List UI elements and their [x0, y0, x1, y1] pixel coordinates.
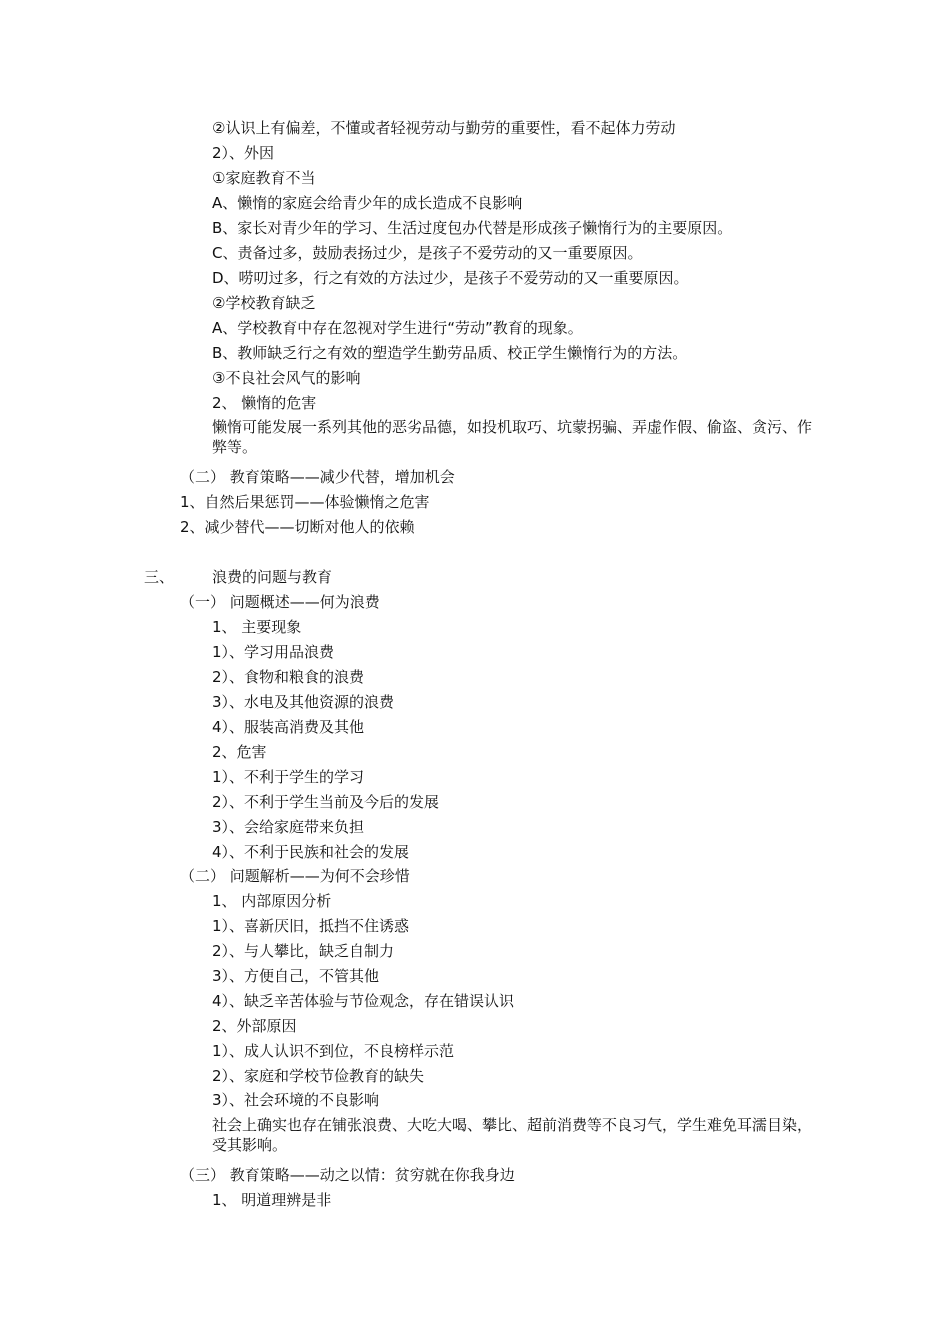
text-line: 1、 主要现象 [212, 618, 302, 636]
text-line: D、唠叨过多，行之有效的方法过少，是孩子不爱劳动的又一重要原因。 [212, 269, 689, 287]
section-heading: （二） 问题解析——为何不会珍惜 [180, 867, 410, 885]
text-line: 4）、不利于民族和社会的发展 [212, 843, 410, 861]
text-line: 2）、与人攀比，缺乏自制力 [212, 942, 395, 960]
text-line: 1）、不利于学生的学习 [212, 768, 365, 786]
chapter-heading: 浪费的问题与教育 [212, 568, 333, 586]
text-line: 1）、喜新厌旧，抵挡不住诱惑 [212, 917, 410, 935]
text-line: 3）、水电及其他资源的浪费 [212, 693, 395, 711]
text-line: 2）、食物和粮食的浪费 [212, 668, 365, 686]
text-line: 2、外部原因 [212, 1017, 297, 1035]
text-line: 4）、缺乏辛苦体验与节俭观念，存在错误认识 [212, 992, 515, 1010]
text-line: 2、减少替代——切断对他人的依赖 [180, 518, 415, 536]
text-line: B、家长对青少年的学习、生活过度包办代替是形成孩子懒惰行为的主要原因。 [212, 219, 733, 237]
text-line: 1）、成人认识不到位，不良榜样示范 [212, 1042, 455, 1060]
paragraph-text: 懒惰可能发展一系列其他的恶劣品德，如投机取巧、坑蒙拐骗、弄虚作假、偷盗、贪污、作弊等。 [212, 418, 813, 456]
text-line: 2、 懒惰的危害 [212, 394, 317, 412]
text-line: 2）、不利于学生当前及今后的发展 [212, 793, 440, 811]
text-line: 1、 内部原因分析 [212, 892, 332, 910]
section-heading: （一） 问题概述——何为浪费 [180, 593, 380, 611]
text-line: B、教师缺乏行之有效的塑造学生勤劳品质、校正学生懒惰行为的方法。 [212, 344, 688, 362]
text-line: 2）、家庭和学校节俭教育的缺失 [212, 1067, 425, 1085]
text-line: ②学校教育缺乏 [212, 294, 316, 312]
text-line: ②认识上有偏差，不懂或者轻视劳动与勤劳的重要性，看不起体力劳动 [212, 119, 676, 137]
text-line: ③不良社会风气的影响 [212, 369, 361, 387]
section-heading: （三） 教育策略——动之以情：贫穷就在你我身边 [180, 1166, 515, 1184]
text-line: 1、自然后果惩罚——体验懒惰之危害 [180, 493, 430, 511]
section-heading: （二） 教育策略——减少代替，增加机会 [180, 468, 455, 486]
paragraph-text: 社会上确实也存在铺张浪费、大吃大喝、攀比、超前消费等不良习气，学生难免耳濡目染，受其影响。 [212, 1116, 813, 1154]
text-line: 1、 明道理辨是非 [212, 1191, 332, 1209]
text-line: A、懒惰的家庭会给青少年的成长造成不良影响 [212, 194, 523, 212]
text-line: 2、危害 [212, 743, 267, 761]
text-line: 3）、方便自己，不管其他 [212, 967, 380, 985]
text-line: 2）、外因 [212, 144, 275, 162]
text-line: C、责备过多，鼓励表扬过少，是孩子不爱劳动的又一重要原因。 [212, 244, 643, 262]
text-line: 3）、社会环境的不良影响 [212, 1091, 380, 1109]
text-line: 3）、会给家庭带来负担 [212, 818, 365, 836]
text-line: ①家庭教育不当 [212, 169, 316, 187]
text-line: A、学校教育中存在忽视对学生进行“劳动”教育的现象。 [212, 319, 583, 337]
text-line: 4）、服装高消费及其他 [212, 718, 365, 736]
text-line: 1）、学习用品浪费 [212, 643, 335, 661]
chapter-number: 三、 [144, 568, 175, 586]
